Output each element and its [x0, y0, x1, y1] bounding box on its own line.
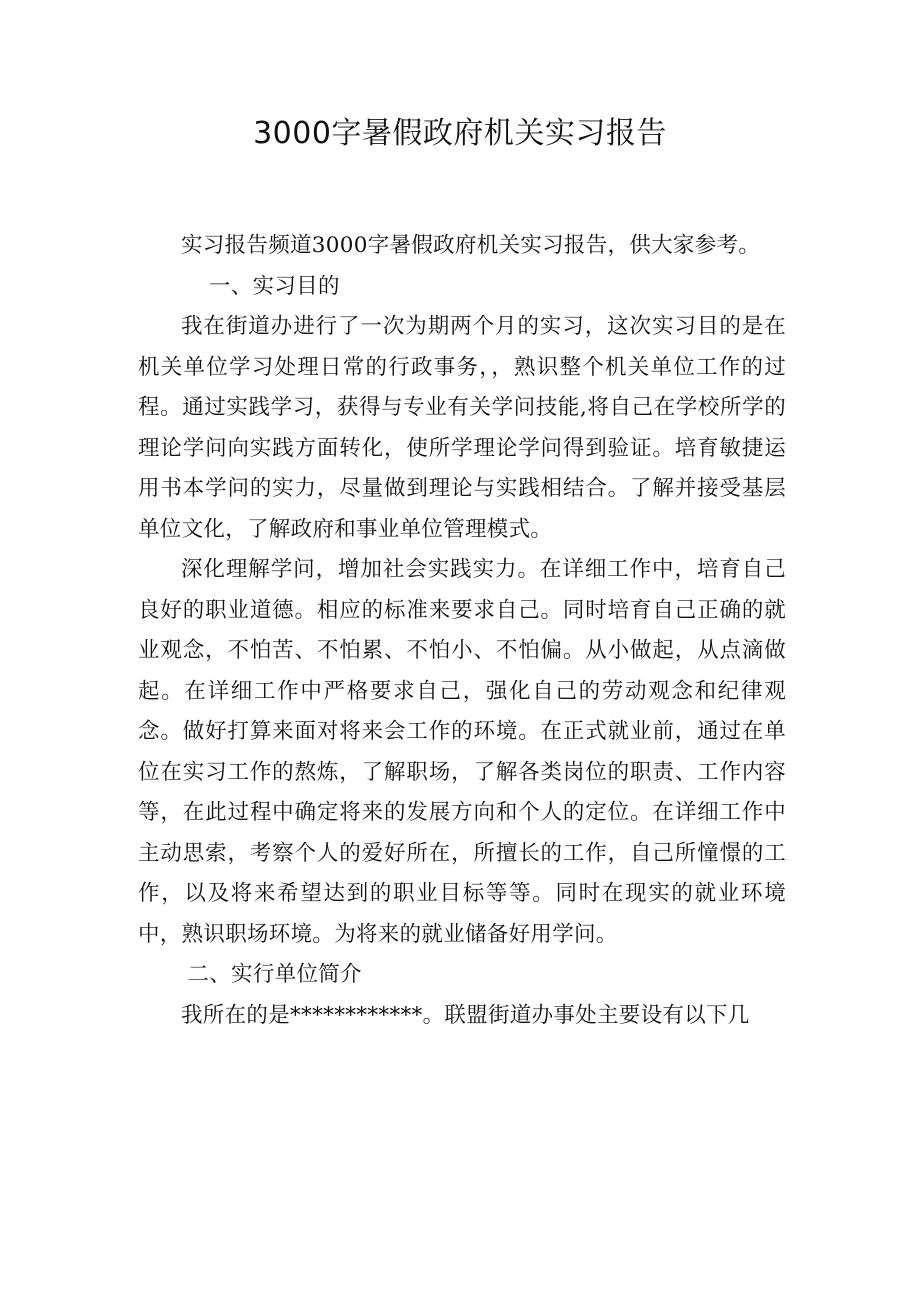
- body-paragraph: 我在街道办进行了一次为期两个月的实习，这次实习目的是在机关单位学习处理日常的行政事务，，熟识整个机关单位工作的过程。通过实践学习，获得与专业有关学问技能,将自己在学校所学的理论学问向实践方面转化，使所学理论学问得到验证。培育敏捷运用书本学问的实力，尽量做到理论与实践相结合。了解并接受基层单位文化，了解政府和事业单位管理模式。: [138, 314, 786, 542]
- body-paragraph: 深化理解学问，增加社会实践实力。在详细工作中，培育自己良好的职业道德。相应的标准来要求自己。同时培育自己正确的就业观念，不怕苦、不怕累、不怕小、不怕偏。从小做起，从点滴做起。在详细工作中严格要求自己，强化自己的劳动观念和纪律观念。做好打算来面对将来会工作的环境。在正式就业前，通过在单位在实习工作的熬炼，了解职场，了解各类岗位的职责、工作内容等，在此过程中确定将来的发展方向和个人的定位。在详细工作中主动思索，考察个人的爱好所在，所擅长的工作，自己所憧憬的工作，以及将来希望达到的职业目标等等。同时在现实的就业环境中，熟识职场环境。为将来的就业储备好用学问。: [138, 557, 786, 947]
- document-title: 3000字暑假政府机关实习报告: [253, 116, 667, 151]
- body-paragraph: 我所在的是************。联盟街道办事处主要设有以下几: [181, 1002, 750, 1028]
- document-body: [138, 226, 786, 1036]
- section-heading-unit-intro: 二、实行单位简介: [187, 962, 362, 987]
- section-heading-purpose: 一、实习目的: [208, 273, 340, 299]
- intro-paragraph: 实习报告频道3000字暑假政府机关实习报告，供大家参考。: [181, 233, 761, 258]
